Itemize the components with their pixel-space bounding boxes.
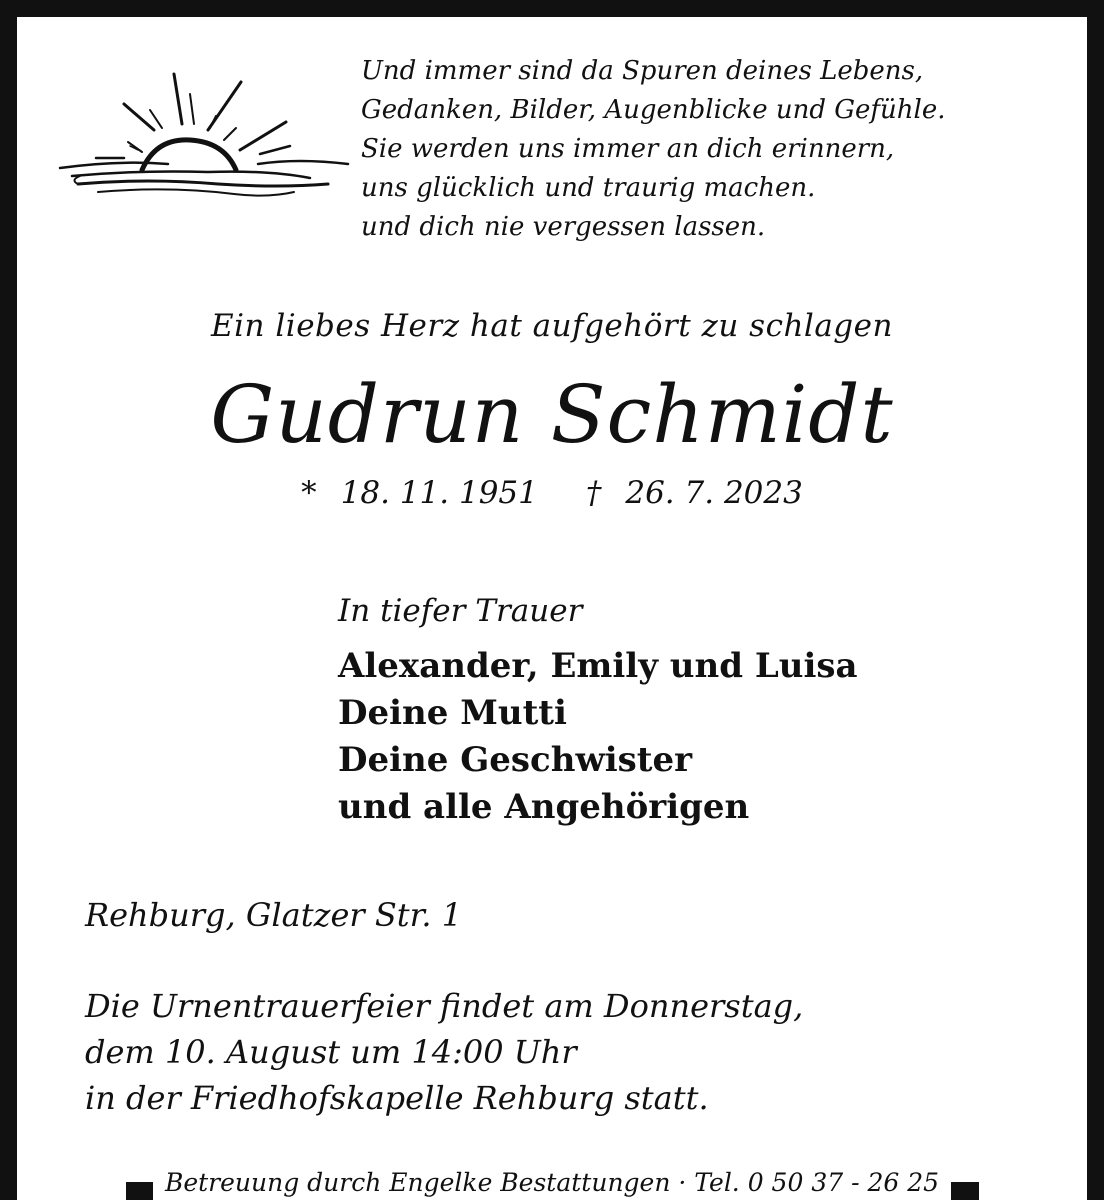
footer xyxy=(0,1166,1104,1200)
death-date: 26. 7. 2023 xyxy=(625,475,803,511)
poem-line: und dich nie vergessen lassen. xyxy=(361,212,766,242)
ceremony-line: Die Urnentrauerfeier findet am Donnerstag, xyxy=(85,987,804,1025)
ceremony-info xyxy=(85,983,803,1121)
birth-symbol: * xyxy=(301,475,317,511)
birth-date: 18. 11. 1951 xyxy=(340,475,538,511)
poem-line: Sie werden uns immer an dich erinnern, xyxy=(361,134,895,164)
life-dates xyxy=(0,475,1104,511)
mourning-label: In tiefer Trauer xyxy=(338,593,583,629)
footer-text: Betreuung durch Engelke Bestattungen · Tel. 0 50 37 - 26 25 xyxy=(153,1166,951,1200)
family-list xyxy=(338,643,858,831)
deceased-name: Gudrun Schmidt xyxy=(210,368,894,461)
poem xyxy=(361,52,1061,247)
address: Rehburg, Glatzer Str. 1 xyxy=(85,896,463,934)
death-symbol: † xyxy=(585,475,602,511)
poem-line: Gedanken, Bilder, Augenblicke und Gefühle. xyxy=(361,95,946,125)
family-line: Deine Geschwister xyxy=(338,740,693,780)
poem-line: Und immer sind da Spuren deines Lebens, xyxy=(361,56,924,86)
family-line: Alexander, Emily und Luisa xyxy=(338,646,858,686)
ceremony-line: in der Friedhofskapelle Rehburg statt. xyxy=(85,1079,709,1117)
ceremony-line: dem 10. August um 14:00 Uhr xyxy=(85,1033,577,1071)
sunset-icon xyxy=(58,66,350,216)
intro-text: Ein liebes Herz hat aufgehört zu schlagen xyxy=(211,308,893,344)
family-line: und alle Angehörigen xyxy=(338,787,750,827)
family-line: Deine Mutti xyxy=(338,693,567,733)
poem-line: uns glücklich und traurig machen. xyxy=(361,173,816,203)
